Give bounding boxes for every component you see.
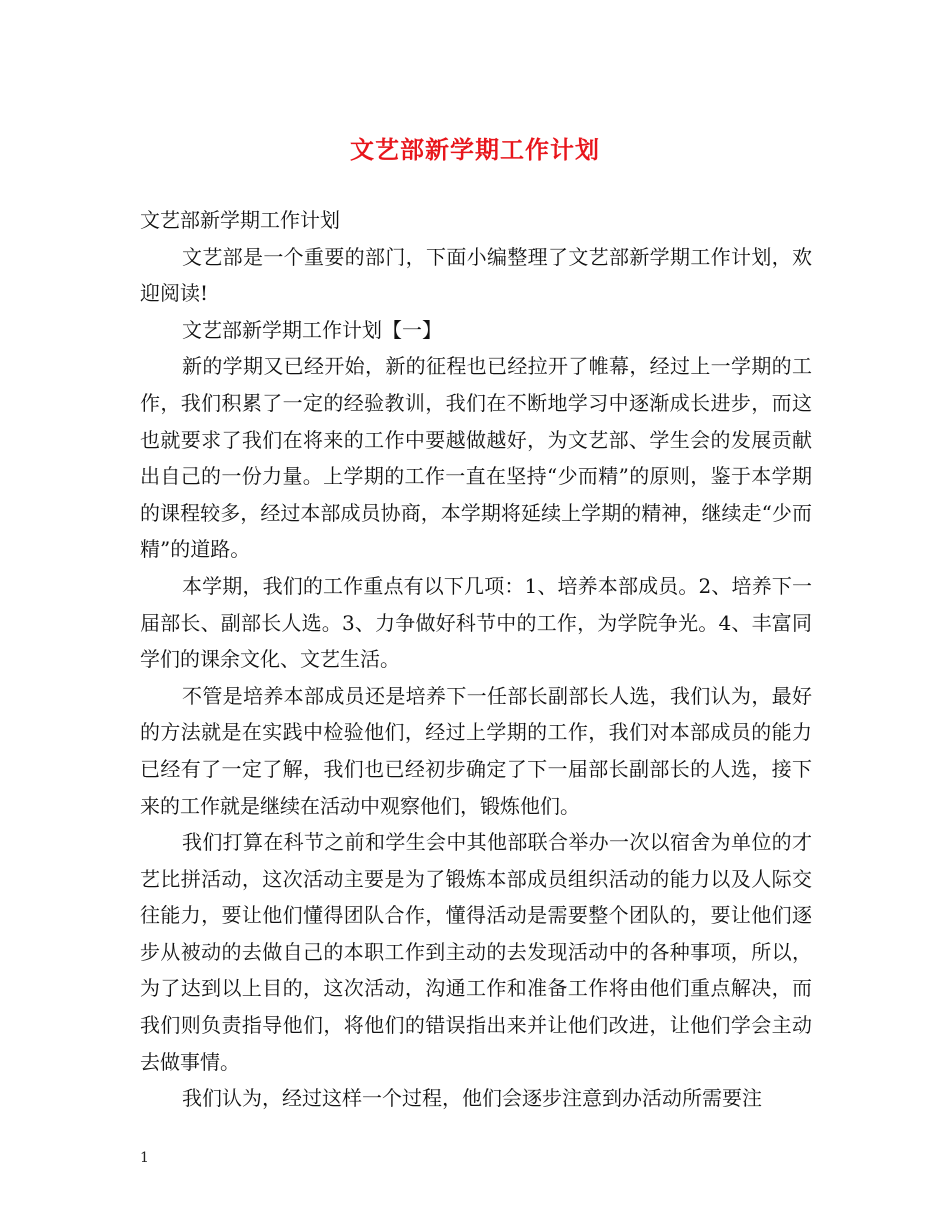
paragraph-semester-start: 新的学期又已经开始，新的征程也已经拉开了帷幕，经过上一学期的工作，我们积累了一定的经验教训，我们在不断地学习中逐渐成长进步，而这也就要求了我们在将来的工作中要越做越好，为文艺部、学生会的发展贡献出自己的一份力量。上学期的工作一直在坚持“少而精”的原则，鉴于本学期的课程较多，经过本部成员协商，本学期将延续上学期的精神，继续走“少而精”的道路。 (140, 354, 812, 562)
document-body (140, 202, 812, 1117)
section-heading: 文艺部新学期工作计划【一】 (182, 317, 442, 342)
paragraph-process: 我们认为，经过这样一个过程，他们会逐步注意到办活动所需要注 (182, 1086, 762, 1111)
page-number: 1 (140, 1150, 149, 1166)
paragraph-member-training: 不管是培养本部成员还是培养下一任部长副部长人选，我们认为，最好的方法就是在实践中检验他们，经过上学期的工作，我们对本部成员的能力已经有了一定了解，我们也已经初步确定了下一届部长副部长的人选，接下来的工作就是继续在活动中观察他们，锻炼他们。 (140, 683, 812, 818)
intro-paragraph: 文艺部是一个重要的部门，下面小编整理了文艺部新学期工作计划，欢迎阅读! (140, 244, 812, 306)
paragraph-talent-contest: 我们打算在科节之前和学生会中其他部联合举办一次以宿舍为单位的才艺比拼活动，这次活动主要是为了锻炼本部成员组织活动的能力以及人际交往能力，要让他们懂得团队合作，懂得活动是需要整个团队的，要让他们逐步从被动的去做自己的本职工作到主动的去发现活动中的各种事项，所以，为了达到以上目的，这次活动，沟通工作和准备工作将由他们重点解决，而我们则负责指导他们，将他们的错误指出来并让他们改进，让他们学会主动去做事情。 (140, 830, 812, 1074)
document-title: 文艺部新学期工作计划 (350, 135, 600, 164)
body-heading: 文艺部新学期工作计划 (140, 208, 340, 232)
paragraph-work-focus: 本学期，我们的工作重点有以下几项：1、培养本部成员。2、培养下一届部长、副部长人选。3、力争做好科节中的工作，为学院争光。4、丰富同学们的课余文化、文艺生活。 (140, 573, 812, 672)
